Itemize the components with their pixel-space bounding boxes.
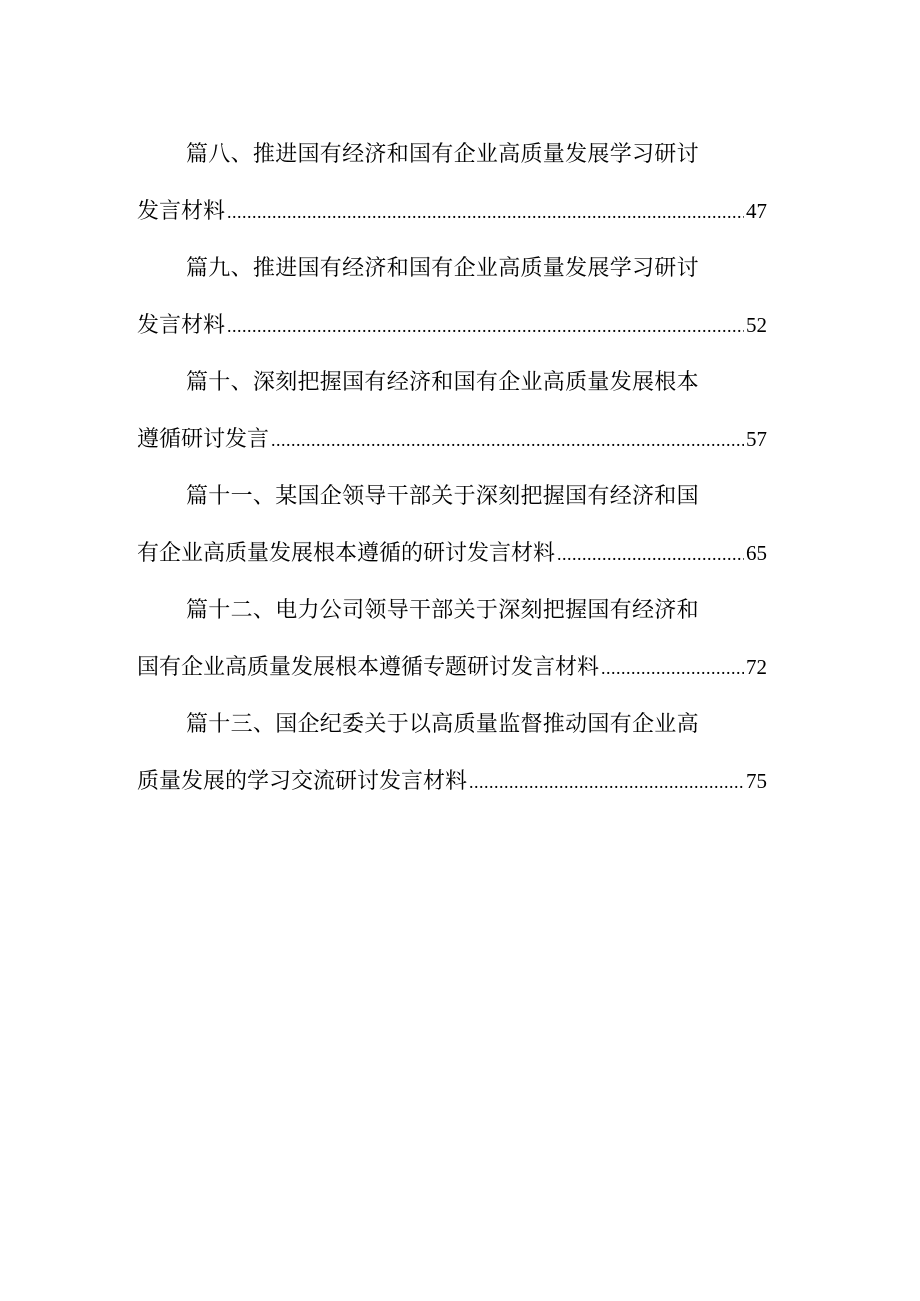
toc-entry-title: 篇十、深刻把握国有经济和国有企业高质量发展根本 — [186, 370, 699, 395]
dot-leader — [469, 754, 744, 811]
toc-entry-title: 篇十一、某国企领导干部关于深刻把握国有经济和国 — [186, 484, 699, 509]
toc-entry-title: 篇九、推进国有经济和国有企业高质量发展学习研讨 — [186, 256, 699, 281]
toc-entry-title-continuation: 有企业高质量发展根本遵循的研讨发言材料 — [137, 541, 556, 566]
toc-entry[interactable] — [137, 240, 767, 354]
toc-entry[interactable] — [137, 126, 767, 240]
toc-page-number: 65 — [746, 541, 767, 565]
toc-page-number: 47 — [746, 199, 767, 223]
toc-entry-title-continuation: 国有企业高质量发展根本遵循专题研讨发言材料 — [137, 655, 600, 680]
toc-entry-title: 篇十二、电力公司领导干部关于深刻把握国有经济和 — [186, 598, 699, 623]
toc-page-number: 75 — [746, 769, 767, 793]
toc-entry-title-continuation: 遵循研讨发言 — [137, 427, 270, 452]
toc-page-number: 57 — [746, 427, 767, 451]
dot-leader — [271, 412, 744, 469]
toc-entry-title: 篇八、推进国有经济和国有企业高质量发展学习研讨 — [186, 142, 699, 167]
toc-entry-title: 篇十三、国企纪委关于以高质量监督推动国有企业高 — [186, 712, 699, 737]
dot-leader — [227, 298, 744, 355]
dot-leader — [557, 526, 744, 583]
toc-entry[interactable] — [137, 582, 767, 696]
toc-entry-title-continuation: 发言材料 — [137, 313, 226, 338]
toc-page-number: 72 — [746, 655, 767, 679]
table-of-contents — [137, 126, 767, 810]
dot-leader — [601, 640, 744, 697]
toc-entry-title-continuation: 发言材料 — [137, 199, 226, 224]
toc-entry[interactable] — [137, 696, 767, 810]
dot-leader — [227, 184, 744, 241]
toc-entry[interactable] — [137, 354, 767, 468]
toc-page-number: 52 — [746, 313, 767, 337]
toc-entry-title-continuation: 质量发展的学习交流研讨发言材料 — [137, 769, 468, 794]
toc-entry[interactable] — [137, 468, 767, 582]
